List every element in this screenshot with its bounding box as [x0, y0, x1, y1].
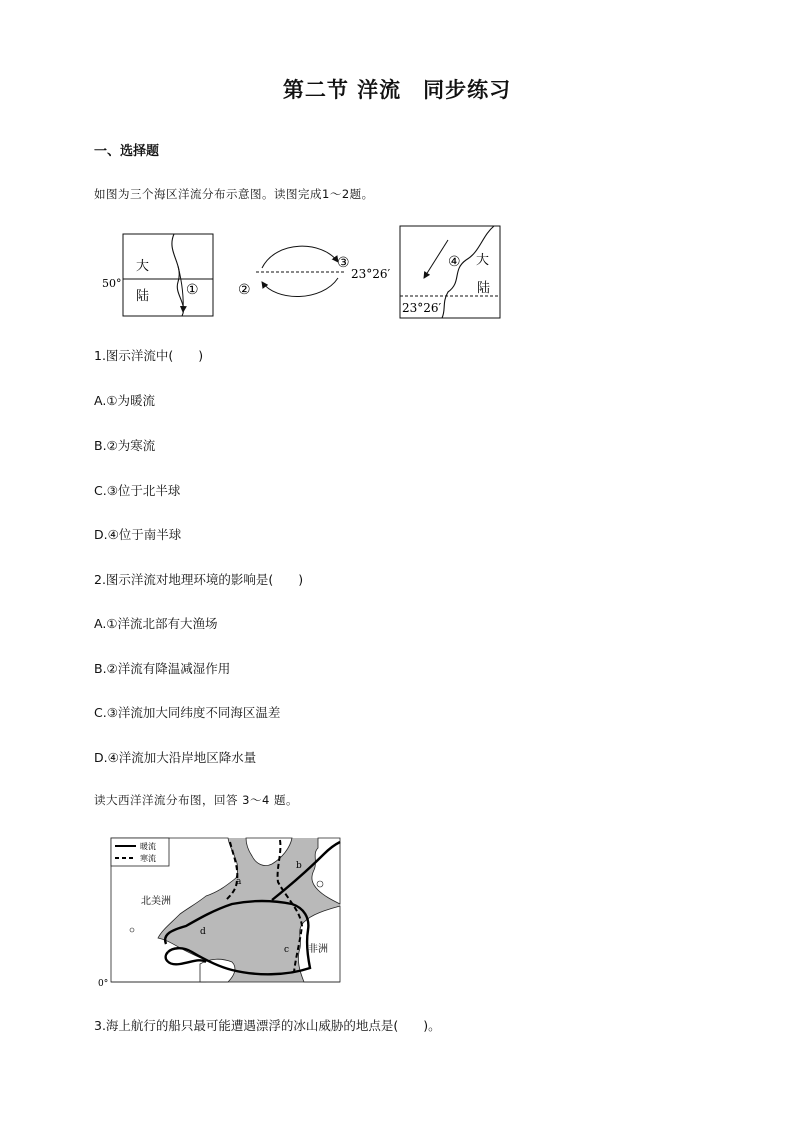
- question-1-option-a: A.①为暖流: [94, 393, 156, 408]
- intro-text-1: 如图为三个海区洋流分布示意图。读图完成1～2题。: [94, 187, 374, 201]
- question-1-option-c: C.③位于北半球: [94, 483, 181, 498]
- label-tropic-right: 23°26′: [351, 267, 391, 281]
- label-current-4: ④: [448, 254, 461, 270]
- question-2-option-c: C.③洋流加大同纬度不同海区温差: [94, 705, 281, 720]
- label-current-2: ②: [238, 282, 251, 298]
- page-title: 第二节 洋流 同步练习: [282, 77, 512, 102]
- label-current-b: b: [296, 861, 302, 871]
- atlantic-current-map: [96, 834, 346, 990]
- diagram-3-coastline: [442, 226, 494, 318]
- label-lat-50: 50°: [102, 277, 122, 290]
- question-1-option-b: B.②为寒流: [94, 438, 156, 453]
- question-2-option-b: B.②洋流有降温减湿作用: [94, 661, 231, 676]
- legend-warm-label: 暖流: [140, 842, 156, 851]
- legend-cold-label: 寒流: [140, 854, 156, 863]
- diagram-1-coastline: [172, 234, 184, 316]
- gyre-top-arrow: [262, 246, 338, 268]
- question-2-option-a: A.①洋流北部有大渔场: [94, 616, 218, 631]
- question-2: 2.图示洋流对地理环境的影响是( ): [94, 572, 304, 587]
- label-current-a: a: [236, 877, 242, 887]
- label-current-3: ③: [337, 255, 350, 271]
- question-3: 3.海上航行的船只最可能遭遇漂浮的冰山威胁的地点是( )。: [94, 1018, 441, 1033]
- gyre-bottom-arrow: [262, 278, 338, 297]
- label-continent-lu-3: 陆: [477, 281, 491, 296]
- label-africa: 非洲: [308, 944, 328, 955]
- intro-text-2: 读大西洋洋流分布图，回答 3～4 题。: [94, 793, 298, 807]
- label-continent-lu-1: 陆: [136, 289, 150, 304]
- ocean-current-diagrams: [96, 222, 506, 324]
- label-tropic-box: 23°26′: [402, 301, 442, 315]
- label-north-america: 北美洲: [141, 896, 171, 907]
- label-equator: 0°: [98, 979, 109, 989]
- question-2-option-d: D.④洋流加大沿岸地区降水量: [94, 750, 257, 765]
- label-current-c: c: [284, 945, 290, 955]
- label-continent-da-1: 大: [136, 259, 150, 274]
- current-4-arrow: [424, 240, 448, 278]
- question-1: 1.图示洋流中( ): [94, 348, 204, 363]
- label-continent-da-3: 大: [476, 253, 490, 268]
- section-heading: 一、选择题: [94, 144, 160, 159]
- label-current-d: d: [200, 927, 206, 937]
- label-current-1: ①: [186, 282, 199, 298]
- question-1-option-d: D.④位于南半球: [94, 527, 182, 542]
